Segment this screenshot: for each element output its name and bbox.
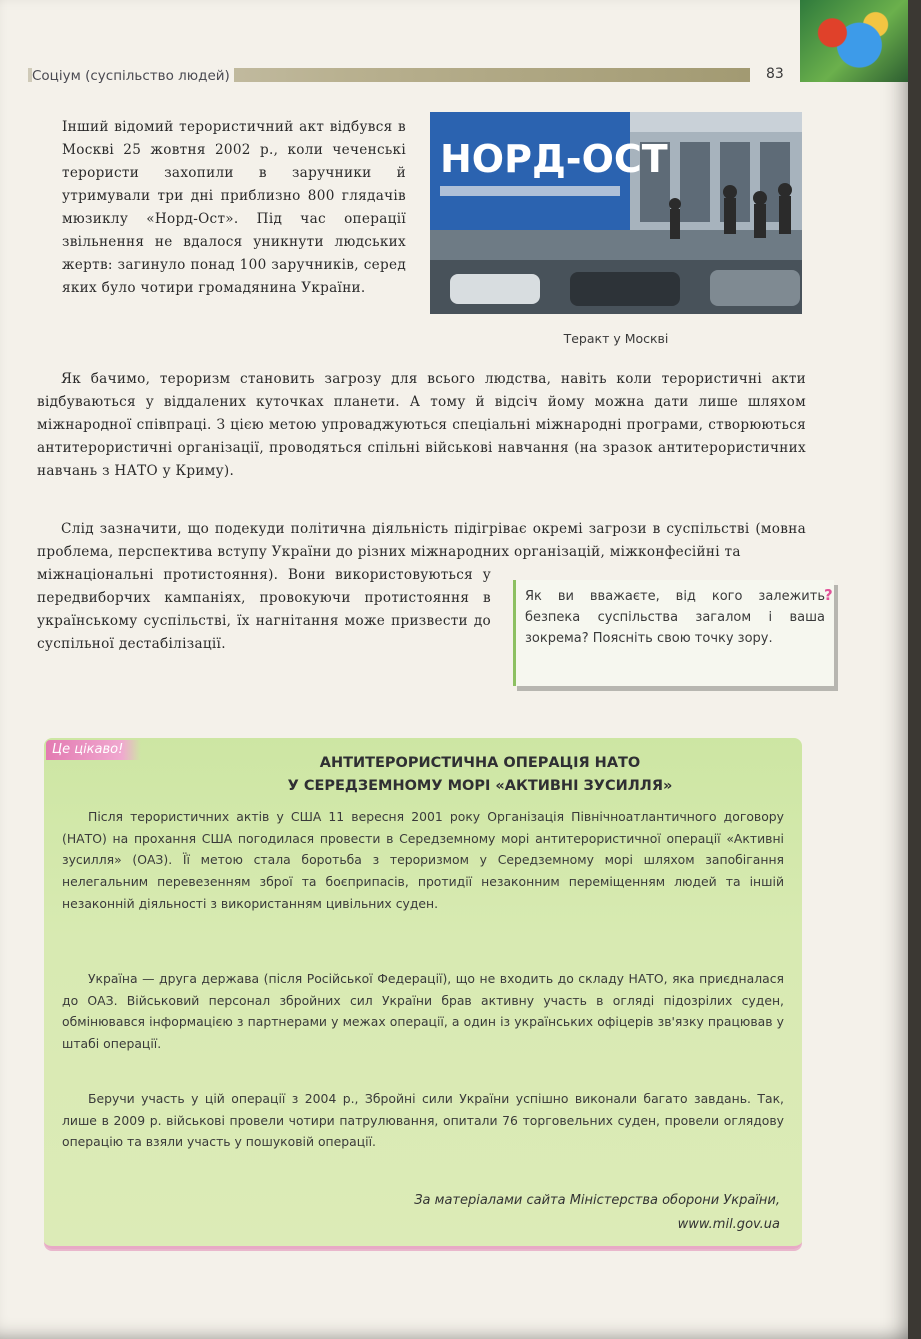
- photo-caption: Теракт у Москві: [563, 331, 669, 346]
- interest-paragraph-1: Після терористичних актів у США 11 вересня 2001 року Організація Північноатлантичного договору (НАТО) на прохання США погодилася провести в Середземному морі антитерористичної операції «Активні зусилля» (ОАЗ). Її метою стала боротьба з тероризмом у Середземному морі шляхом запобігання нелегальним перевезенням зброї та боєприпасів, протидії незаконним переміщенням людей та іншій незаконній діяльності з використанням цивільних суден.: [62, 809, 784, 911]
- nord-ost-photo: [430, 112, 802, 314]
- corner-decoration-image: [800, 0, 908, 82]
- interest-paragraph-3: Беручи участь у цій операції з 2004 р., Збройні сили України успішно виконали багато завдань. Так, лише в 2009 р. військові провели чотири патрулювання, опитали 76 торговельних суден, провели оглядову операцію та взяли участь у пошуковій операції.: [62, 1091, 784, 1150]
- source-url: www.mil.gov.ua: [677, 1217, 780, 1232]
- question-text: Як ви вважаєте, від кого залежить безпека суспільства загалом і ваша зокрема? Поясніть свою точку зору.: [525, 589, 825, 646]
- source-line-1: За матеріалами сайта Міністерства оборони України,: [414, 1193, 780, 1208]
- interest-title-line-1: АНТИТЕРОРИСТИЧНА ОПЕРАЦІЯ НАТО: [319, 755, 641, 771]
- paragraph-3-wide-lines: Слід зазначити, що подекуди політична діяльність підігріває окремі загрози в суспільстві (мовна проблема, перспектива вступу України до різних міжнародних організацій, міжконфесійні та: [37, 521, 806, 560]
- photo-illustration: [430, 112, 802, 314]
- interest-title-line-2: У СЕРЕДЗЕМНОМУ МОРІ «АКТИВНІ ЗУСИЛЛЯ»: [287, 778, 673, 794]
- photo-sign-text: НОРД-ОСТ: [440, 137, 668, 181]
- paragraph-3-narrow-lines: міжнаціональні протистояння). Вони використовуються у передвиборчих кампаніях, провокуючи протистояння в українському суспільстві, їх нагнітання може призвести до суспільної дестабілізації.: [37, 567, 491, 652]
- question-mark-icon: ?: [824, 586, 833, 604]
- body-paragraph-2: Як бачимо, тероризм становить загрозу для всього людства, навіть коли терористичні акти відбуваються у віддалених куточках планети. А тому й відсіч йому можна дати лише шляхом міжнародної співпраці. З цією метою упроваджуються спеціальні міжнародні програми, створюються антитерористичні організації, проводяться спільні військові навчання (на зразок антитерористичних навчань з НАТО у Криму).: [37, 371, 806, 479]
- section-title: Соціум (суспільство людей): [32, 68, 234, 84]
- page-number: 83: [766, 66, 784, 82]
- question-box: [513, 580, 834, 686]
- interest-title: [200, 752, 760, 798]
- intro-paragraph: Інший відомий терористичний акт відбувся в Москві 25 жовтня 2002 р., коли чеченські терористи захопили в заручники й утримували три дні приблизно 800 глядачів мюзиклу «Норд-Ост». Під час операції звільнення не вдалося уникнути людських жертв: загинуло понад 100 заручників, серед яких було чотири громадянина України.: [62, 119, 406, 296]
- interest-tag: Це цікаво!: [46, 740, 141, 760]
- interest-paragraph-2: Україна — друга держава (після Російської Федерації), що не входить до складу НАТО, яка приєдналася до ОАЗ. Військовий персонал збройних сил України брав активну участь в огляді підозрілих суден, обмінювався інформацією з партнерами у межах операції, а один із українських офіцерів зв'язку працював у штабі операції.: [62, 971, 784, 1052]
